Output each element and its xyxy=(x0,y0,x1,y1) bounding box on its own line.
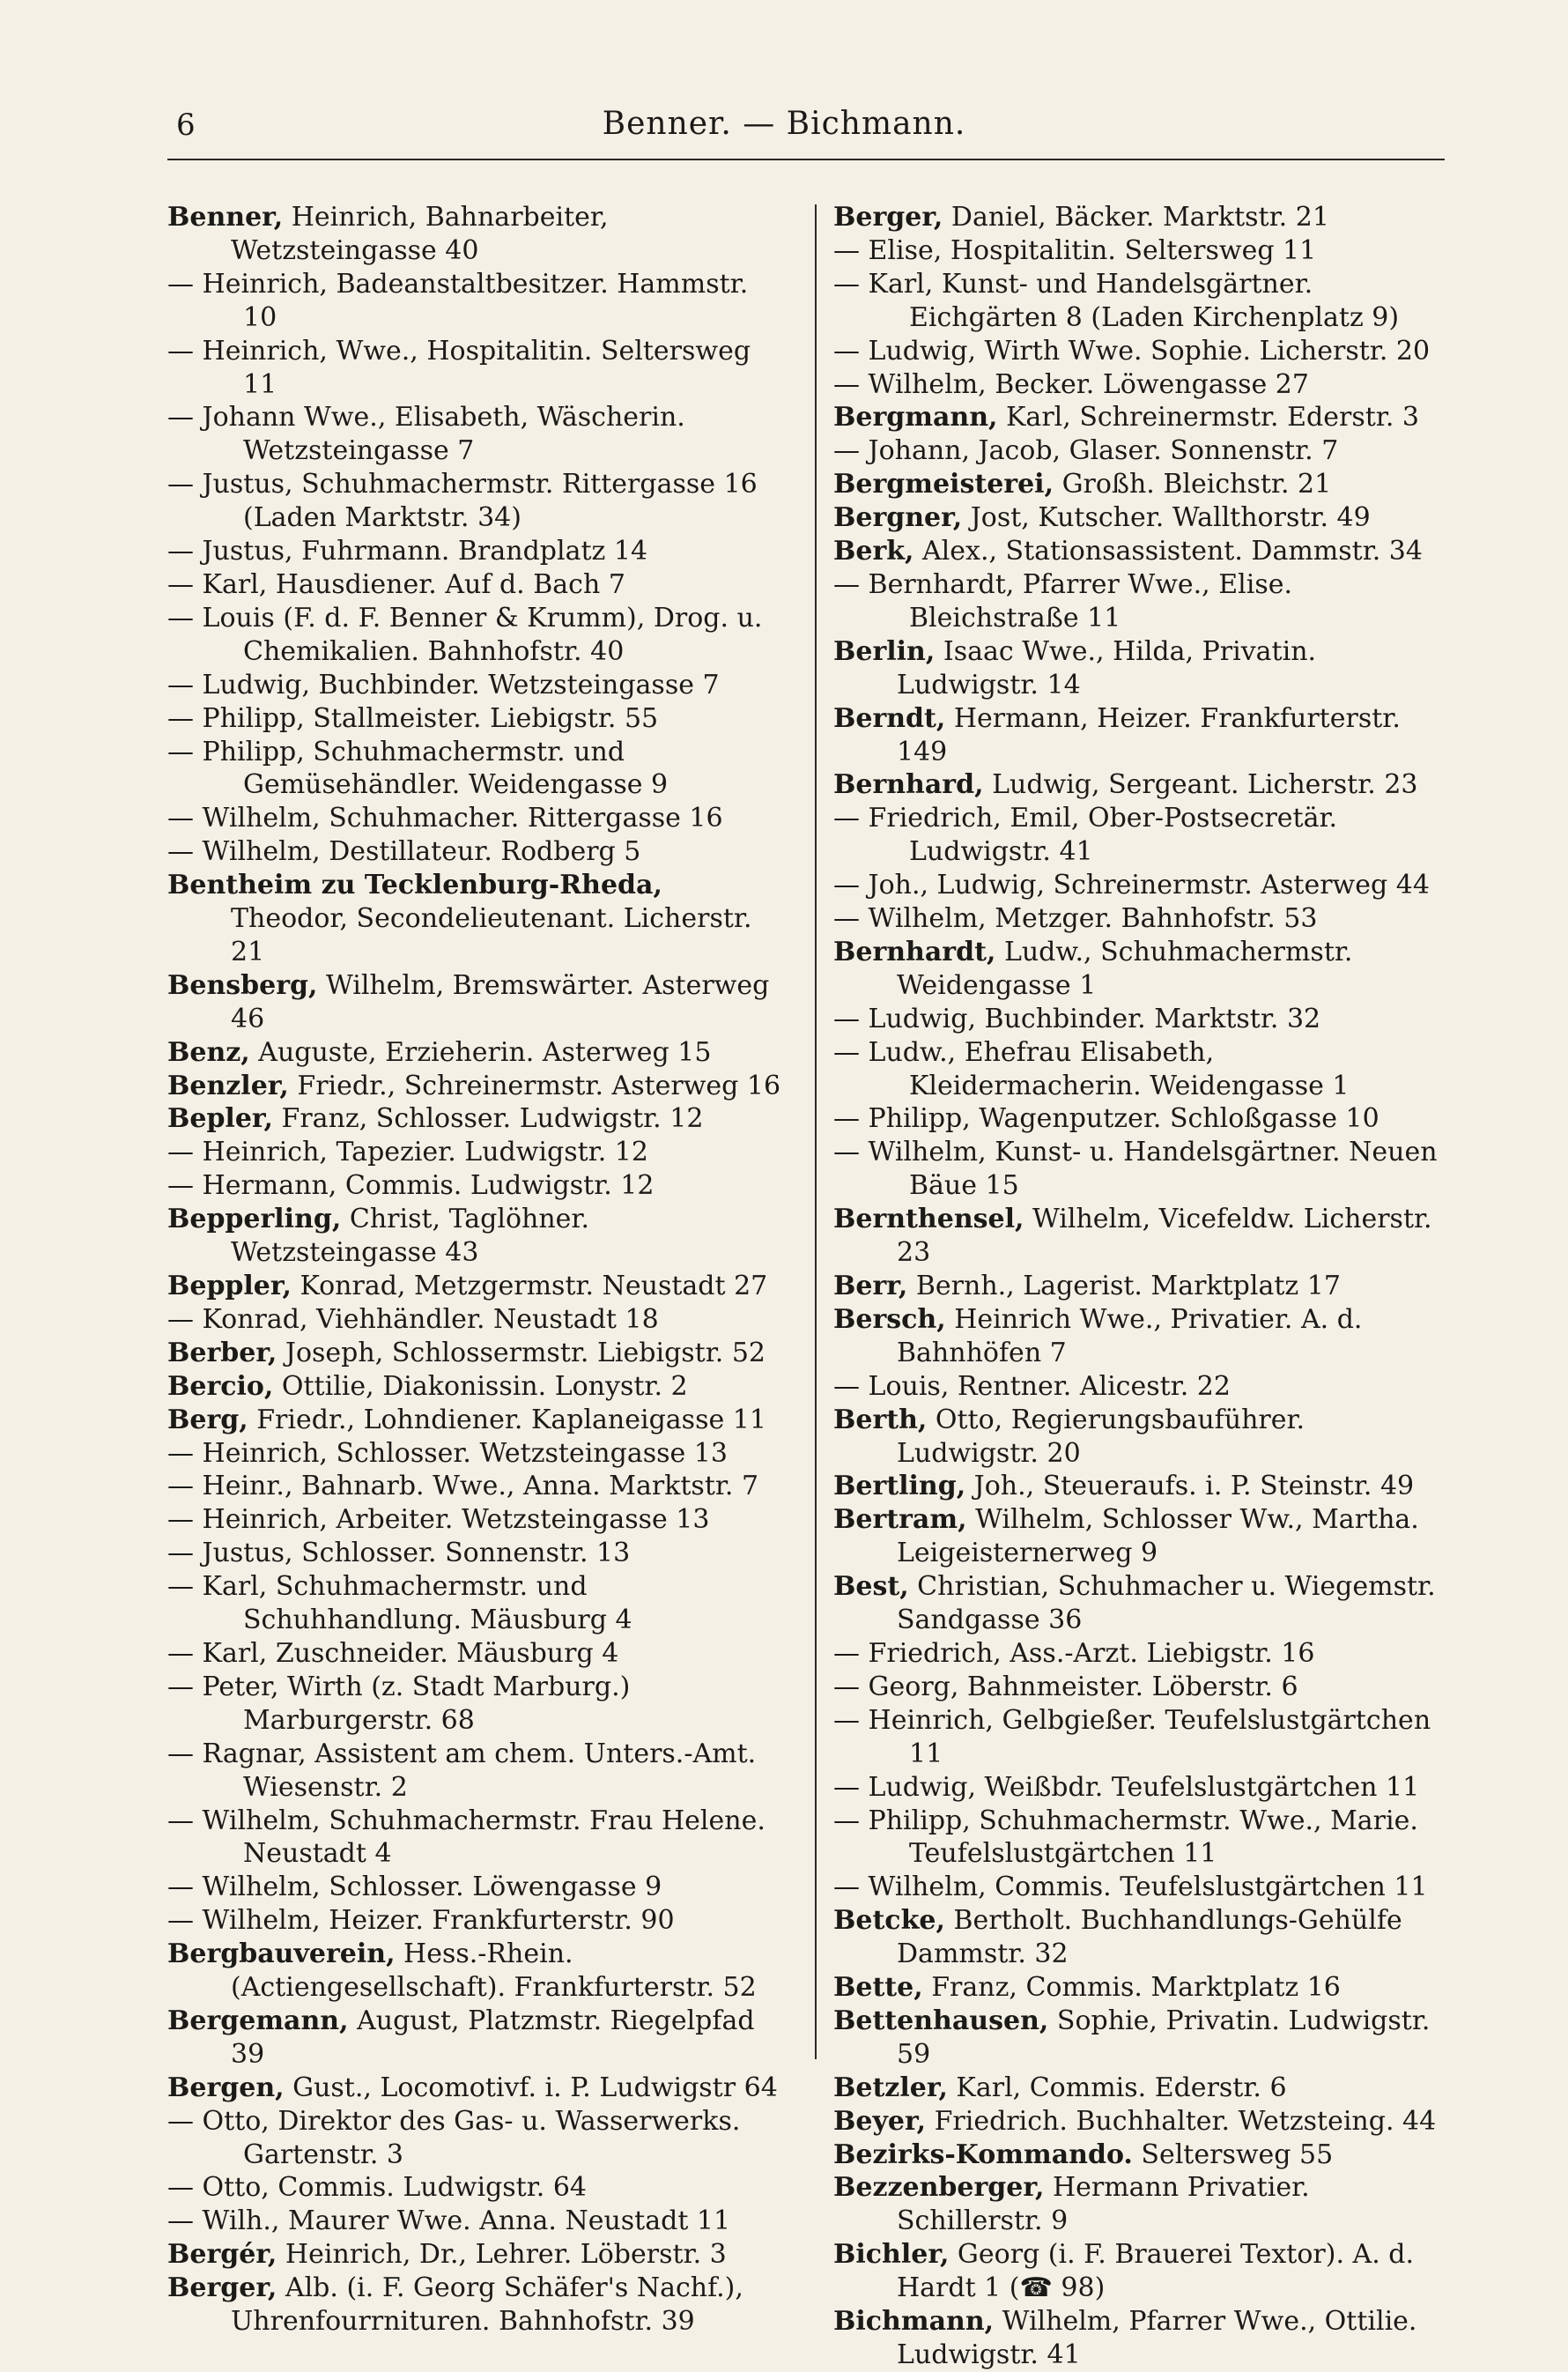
entry-surname: Bezirks-Kommando. xyxy=(833,2139,1133,2170)
directory-entry xyxy=(833,1102,1450,1136)
entry-details: — Wilhelm, Commis. Teufelslustgärtchen 11 xyxy=(833,1872,1428,1903)
directory-entry xyxy=(833,568,1450,635)
entry-details: Wilhelm, Schlosser Ww., Martha. Leigeisternerweg 9 xyxy=(897,1504,1419,1569)
directory-entry xyxy=(167,736,784,803)
entry-details: Daniel, Bäcker. Marktstr. 21 xyxy=(943,202,1329,233)
running-title: Benner. — Bichmann. xyxy=(602,106,966,142)
entry-details: — Philipp, Schuhmachermstr. und Gemüsehändler. Weidengasse 9 xyxy=(167,736,669,801)
directory-entry xyxy=(167,1270,784,1303)
directory-entry xyxy=(833,2171,1450,2238)
entry-details: Heinrich Wwe., Privatier. A. d. Bahnhöfen 7 xyxy=(897,1303,1363,1368)
directory-entry xyxy=(167,568,784,602)
directory-entry xyxy=(167,2072,784,2105)
entry-details: — Wilhelm, Heizer. Frankfurterstr. 90 xyxy=(167,1905,675,1937)
entry-details: — Karl, Hausdiener. Auf d. Bach 7 xyxy=(167,568,625,600)
entry-surname: Bercio, xyxy=(167,1370,274,1402)
entry-details: Karl, Schreinermstr. Ederstr. 3 xyxy=(997,402,1419,434)
directory-entry xyxy=(167,1404,784,1437)
directory-entry xyxy=(167,1871,784,1904)
directory-entry xyxy=(167,335,784,402)
entry-details: — Bernhardt, Pfarrer Wwe., Elise. Bleichstraße 11 xyxy=(833,568,1293,634)
entry-details: Ottilie, Diakonissin. Lonystr. 2 xyxy=(273,1370,688,1402)
entry-details: — Heinrich, Wwe., Hospitalitin. Seltersweg 11 xyxy=(167,335,751,400)
directory-entry xyxy=(833,1704,1450,1771)
entry-details: Franz, Commis. Marktplatz 16 xyxy=(922,1972,1341,2004)
column-divider xyxy=(815,204,817,2059)
entry-surname: Beppler, xyxy=(167,1271,292,1301)
entry-details: — Karl, Kunst- und Handelsgärtner. Eichgärten 8 (Laden Kirchenplatz 9) xyxy=(833,268,1400,333)
directory-entry xyxy=(833,535,1450,568)
directory-entry xyxy=(833,1470,1450,1503)
entry-surname: Bergbauverein, xyxy=(167,1938,396,1970)
directory-entry xyxy=(167,802,784,835)
entry-details: — Johann Wwe., Elisabeth, Wäscherin. Wetzsteingasse 7 xyxy=(167,402,685,467)
entry-details: — Otto, Direktor des Gas- u. Wasserwerks. Gartenstr. 3 xyxy=(167,2105,741,2170)
entry-surname: Berg, xyxy=(167,1404,248,1435)
directory-entry xyxy=(833,1904,1450,1971)
entry-details: — Friedrich, Ass.-Arzt. Liebigstr. 16 xyxy=(833,1637,1315,1669)
directory-entry xyxy=(167,2272,784,2339)
entry-details: — Justus, Fuhrmann. Brandplatz 14 xyxy=(167,536,648,567)
entry-surname: Berlin, xyxy=(833,635,936,667)
entry-details: — Hermann, Commis. Ludwigstr. 12 xyxy=(167,1170,655,1202)
entry-details: Heinrich, Dr., Lehrer. Löberstr. 3 xyxy=(277,2239,727,2271)
entry-details: Heinrich, Bahnarbeiter, Wetzsteingasse 40 xyxy=(231,202,609,266)
entry-details: Franz, Schlosser. Ludwigstr. 12 xyxy=(272,1103,704,1135)
directory-entry xyxy=(167,869,784,969)
directory-entry xyxy=(167,1503,784,1537)
entry-surname: Bergmann, xyxy=(833,402,998,434)
directory-entry xyxy=(167,1303,784,1337)
directory-entry xyxy=(833,234,1450,268)
directory-entry xyxy=(833,2139,1450,2172)
entry-surname: Bernthensel, xyxy=(833,1204,1024,1235)
directory-entry xyxy=(167,2171,784,2205)
header-rule xyxy=(167,159,1445,160)
directory-entry xyxy=(833,1136,1450,1203)
directory-entry xyxy=(833,2305,1450,2372)
entry-surname: Benner, xyxy=(167,202,284,233)
directory-entry xyxy=(833,501,1450,535)
directory-entry xyxy=(167,2205,784,2238)
entry-details: — Ludwig, Buchbinder. Marktstr. 32 xyxy=(833,1003,1321,1034)
entry-surname: Bergér, xyxy=(167,2239,277,2271)
entry-details: — Heinr., Bahnarb. Wwe., Anna. Marktstr. 7 xyxy=(167,1471,759,1502)
directory-entry xyxy=(167,1805,784,1872)
entry-details: Wilhelm, Vicefeldw. Licherstr. 23 xyxy=(897,1204,1432,1269)
entry-details: — Philipp, Wagenputzer. Schloßgasse 10 xyxy=(833,1103,1379,1135)
directory-entry xyxy=(167,468,784,535)
directory-entry xyxy=(833,401,1450,434)
entry-details: Friedrich. Buchhalter. Wetzsteing. 44 xyxy=(926,2105,1437,2137)
entry-details: Sophie, Privatin. Ludwigstr. 59 xyxy=(897,2005,1431,2070)
entry-surname: Bichler, xyxy=(833,2239,950,2271)
entry-details: — Wilhelm, Schlosser. Löwengasse 9 xyxy=(167,1872,662,1903)
directory-entry xyxy=(833,1270,1450,1303)
directory-entry xyxy=(833,702,1450,769)
entry-surname: Berth, xyxy=(833,1404,928,1435)
directory-entry xyxy=(167,1070,784,1103)
entry-surname: Bette, xyxy=(833,1972,923,2004)
entry-details: Bertholt. Buchhandlungs-Gehülfe Dammstr. 32 xyxy=(897,1905,1402,1970)
entry-details: — Heinrich, Schlosser. Wetzsteingasse 13 xyxy=(167,1437,728,1469)
entry-details: Friedr., Lohndiener. Kaplaneigasse 11 xyxy=(248,1404,766,1435)
directory-entry xyxy=(167,1671,784,1738)
directory-entry xyxy=(167,1637,784,1671)
entry-surname: Bensberg, xyxy=(167,969,318,1001)
directory-entry xyxy=(833,768,1450,802)
entry-surname: Benz, xyxy=(167,1036,250,1068)
entry-surname: Bernhard, xyxy=(833,769,984,801)
entry-details: — Ludwig, Buchbinder. Wetzsteingasse 7 xyxy=(167,669,720,700)
directory-entry xyxy=(167,1036,784,1070)
entry-details: — Louis, Rentner. Alicestr. 22 xyxy=(833,1370,1231,1402)
entry-surname: Bepperling, xyxy=(167,1204,342,1235)
directory-entry xyxy=(167,1136,784,1169)
entry-surname: Betcke, xyxy=(833,1905,945,1937)
directory-entry xyxy=(167,1437,784,1471)
entry-details: Theodor, Secondelieutenant. Licherstr. 21 xyxy=(231,903,752,967)
entry-details: Isaac Wwe., Hilda, Privatin. Ludwigstr. 14 xyxy=(897,635,1317,700)
directory-entry xyxy=(833,1671,1450,1704)
directory-entry xyxy=(833,635,1450,702)
entry-details: Ludw., Schuhmachermstr. Weidengasse 1 xyxy=(897,936,1353,1001)
directory-entry xyxy=(833,2072,1450,2105)
entry-details: Christian, Schuhmacher u. Wiegemstr. Sandgasse 36 xyxy=(897,1571,1436,1636)
entry-surname: Bergner, xyxy=(833,502,963,534)
directory-entry xyxy=(167,835,784,869)
directory-entry xyxy=(833,1570,1450,1637)
entry-details: — Ludwig, Weißbdr. Teufelslustgärtchen 11 xyxy=(833,1771,1420,1803)
entry-details: Joh., Steueraufs. i. P. Steinstr. 49 xyxy=(965,1471,1415,1502)
entry-surname: Best, xyxy=(833,1571,909,1603)
directory-entry xyxy=(167,969,784,1036)
directory-entry xyxy=(833,902,1450,936)
entry-surname: Bepler, xyxy=(167,1103,273,1135)
directory-entry xyxy=(167,1938,784,2005)
entry-details: — Georg, Bahnmeister. Löberstr. 6 xyxy=(833,1671,1298,1702)
entry-details: — Philipp, Stallmeister. Liebigstr. 55 xyxy=(167,702,659,734)
directory-entry xyxy=(833,802,1450,869)
entry-details: Wilhelm, Bremswärter. Asterweg 46 xyxy=(231,969,770,1034)
directory-entry xyxy=(833,1404,1450,1471)
directory-entry xyxy=(833,1303,1450,1370)
entry-details: Georg (i. F. Brauerei Textor). A. d. Hardt 1 (☎ 98) xyxy=(897,2239,1415,2304)
directory-entry xyxy=(167,1738,784,1805)
directory-entry xyxy=(833,1503,1450,1570)
entry-details: — Wilhelm, Metzger. Bahnhofstr. 53 xyxy=(833,903,1318,935)
entry-surname: Berber, xyxy=(167,1337,277,1368)
directory-entry xyxy=(167,401,784,468)
entry-details: Seltersweg 55 xyxy=(1132,2139,1334,2170)
entry-surname: Benzler, xyxy=(167,1070,289,1101)
entry-details: — Heinrich, Arbeiter. Wetzsteingasse 13 xyxy=(167,1504,710,1536)
entry-details: — Wilhelm, Kunst- u. Handelsgärtner. Neuen Bäue 15 xyxy=(833,1137,1438,1202)
entry-details: — Elise, Hospitalitin. Seltersweg 11 xyxy=(833,234,1317,266)
entry-details: Karl, Commis. Ederstr. 6 xyxy=(947,2072,1287,2103)
directory-entry xyxy=(833,1003,1450,1036)
entry-surname: Bergemann, xyxy=(167,2005,349,2036)
entry-details: — Wilhelm, Destillateur. Rodberg 5 xyxy=(167,836,641,868)
entry-details: Alb. (i. F. Georg Schäfer's Nachf.), Uhrenfourrnituren. Bahnhofstr. 39 xyxy=(231,2272,743,2338)
directory-entry xyxy=(833,368,1450,402)
directory-entry xyxy=(833,2005,1450,2072)
entry-details: — Karl, Zuschneider. Mäusburg 4 xyxy=(167,1637,619,1669)
entry-surname: Bersch, xyxy=(833,1303,946,1335)
entry-details: Hess.-Rhein. (Actiengesellschaft). Frankfurterstr. 52 xyxy=(231,1938,757,2004)
entry-details: — Ludw., Ehefrau Elisabeth, Kleidermacherin. Weidengasse 1 xyxy=(833,1036,1350,1101)
entry-details: — Wilhelm, Becker. Löwengasse 27 xyxy=(833,368,1309,400)
directory-entry xyxy=(167,1570,784,1637)
entry-surname: Betzler, xyxy=(833,2072,948,2103)
entry-details: — Louis (F. d. F. Benner & Krumm), Drog. u. Chemikalien. Bahnhofstr. 40 xyxy=(167,602,763,667)
directory-entry xyxy=(833,1370,1450,1404)
entry-surname: Bezzenberger, xyxy=(833,2172,1045,2204)
entry-details: Friedr., Schreinermstr. Asterweg 16 xyxy=(288,1070,781,1101)
entry-details: — Heinrich, Gelbgießer. Teufelslustgärtchen 11 xyxy=(833,1704,1431,1769)
entry-details: Gust., Locomotivf. i. P. Ludwigstr 64 xyxy=(284,2072,778,2103)
directory-entry xyxy=(833,1637,1450,1671)
directory-entry xyxy=(167,1904,784,1938)
left-column xyxy=(167,201,784,2339)
entry-surname: Bertram, xyxy=(833,1504,967,1536)
entry-details: — Ludwig, Wirth Wwe. Sophie. Licherstr. 20 xyxy=(833,335,1431,367)
directory-entry xyxy=(833,335,1450,368)
page-number: 6 xyxy=(176,107,196,143)
entry-surname: Berk, xyxy=(833,536,914,567)
directory-entry xyxy=(167,2005,784,2072)
entry-surname: Bergen, xyxy=(167,2072,285,2103)
entry-details: Wilhelm, Pfarrer Wwe., Ottilie. Ludwigstr. 41 xyxy=(897,2306,1417,2370)
directory-entry xyxy=(833,1871,1450,1904)
entry-surname: Bergmeisterei, xyxy=(833,469,1054,500)
directory-entry xyxy=(167,1470,784,1503)
entry-details: Bernh., Lagerist. Marktplatz 17 xyxy=(907,1271,1341,1301)
directory-entry xyxy=(167,669,784,702)
entry-details: — Otto, Commis. Ludwigstr. 64 xyxy=(167,2172,588,2204)
entry-details: Auguste, Erzieherin. Asterweg 15 xyxy=(249,1036,712,1068)
entry-details: Joseph, Schlossermstr. Liebigstr. 52 xyxy=(277,1337,766,1368)
entry-details: — Wilhelm, Schuhmachermstr. Frau Helene. Neustadt 4 xyxy=(167,1805,766,1870)
directory-entry xyxy=(167,2238,784,2272)
entry-details: — Justus, Schuhmachermstr. Rittergasse 16 (Laden Marktstr. 34) xyxy=(167,469,758,534)
directory-entry xyxy=(167,201,784,268)
directory-entry xyxy=(833,2105,1450,2139)
entry-surname: Berndt, xyxy=(833,702,946,734)
entry-details: Konrad, Metzgermstr. Neustadt 27 xyxy=(291,1271,768,1301)
entry-details: — Peter, Wirth (z. Stadt Marburg.) Marburgerstr. 68 xyxy=(167,1671,631,1736)
entry-surname: Bichmann, xyxy=(833,2306,995,2338)
entry-details: — Wilhelm, Schuhmacher. Rittergasse 16 xyxy=(167,803,723,834)
entry-details: — Philipp, Schuhmachermstr. Wwe., Marie. Teufelslustgärtchen 11 xyxy=(833,1805,1418,1870)
entry-surname: Berr, xyxy=(833,1271,908,1301)
directory-entry xyxy=(833,2238,1450,2305)
entry-details: August, Platzmstr. Riegelpfad 39 xyxy=(231,2005,755,2070)
entry-surname: Beyer, xyxy=(833,2105,927,2137)
entry-details: Hermann, Heizer. Frankfurterstr. 149 xyxy=(897,702,1401,767)
entry-details: — Heinrich, Badeanstaltbesitzer. Hammstr. 10 xyxy=(167,268,749,333)
directory-entry xyxy=(167,1102,784,1136)
entry-details: — Karl, Schuhmachermstr. und Schuhhandlung. Mäusburg 4 xyxy=(167,1571,632,1636)
directory-entry xyxy=(833,201,1450,234)
directory-entry xyxy=(833,1203,1450,1270)
entry-details: Ludwig, Sergeant. Licherstr. 23 xyxy=(983,769,1418,801)
directory-entry xyxy=(167,1370,784,1404)
directory-entry xyxy=(167,1203,784,1270)
entry-details: — Konrad, Viehhändler. Neustadt 18 xyxy=(167,1303,659,1335)
entry-surname: Bertling, xyxy=(833,1471,966,1502)
entry-details: — Heinrich, Tapezier. Ludwigstr. 12 xyxy=(167,1137,648,1168)
directory-entry xyxy=(167,1169,784,1203)
directory-entry xyxy=(833,1805,1450,1872)
directory-entry xyxy=(167,268,784,335)
entry-details: — Ragnar, Assistent am chem. Unters.-Amt. Wiesenstr. 2 xyxy=(167,1738,757,1803)
directory-entry xyxy=(167,2105,784,2172)
directory-entry xyxy=(167,602,784,669)
entry-details: — Johann, Jacob, Glaser. Sonnenstr. 7 xyxy=(833,435,1339,467)
entry-surname: Bentheim zu Tecklenburg-Rheda, xyxy=(167,870,662,901)
entry-surname: Bettenhausen, xyxy=(833,2005,1049,2036)
entry-details: — Joh., Ludwig, Schreinermstr. Asterweg 44 xyxy=(833,870,1430,901)
entry-details: Alex., Stationsassistent. Dammstr. 34 xyxy=(913,536,1423,567)
entry-surname: Berger, xyxy=(167,2272,277,2304)
entry-surname: Bernhardt, xyxy=(833,936,996,967)
entry-details: Hermann Privatier. Schillerstr. 9 xyxy=(897,2172,1310,2237)
entry-details: — Friedrich, Emil, Ober-Postsecretär. Ludwigstr. 41 xyxy=(833,803,1338,868)
directory-entry xyxy=(833,268,1450,335)
directory-entry xyxy=(833,1771,1450,1805)
directory-entry xyxy=(833,1036,1450,1103)
entry-details: Großh. Bleichstr. 21 xyxy=(1054,469,1332,500)
directory-entry xyxy=(833,468,1450,501)
directory-entry xyxy=(833,936,1450,1003)
entry-details: Christ, Taglöhner. Wetzsteingasse 43 xyxy=(231,1204,590,1269)
entry-details: — Wilh., Maurer Wwe. Anna. Neustadt 11 xyxy=(167,2205,731,2237)
directory-entry xyxy=(167,1337,784,1370)
entry-surname: Berger, xyxy=(833,202,943,233)
directory-entry xyxy=(167,702,784,736)
directory-entry xyxy=(167,535,784,568)
right-column xyxy=(833,201,1450,2372)
directory-entry xyxy=(833,869,1450,902)
entry-details: Jost, Kutscher. Wallthorstr. 49 xyxy=(962,502,1371,534)
directory-entry xyxy=(833,434,1450,468)
directory-entry xyxy=(833,1971,1450,2005)
entry-details: — Justus, Schlosser. Sonnenstr. 13 xyxy=(167,1538,631,1569)
directory-entry xyxy=(167,1537,784,1570)
entry-details: Otto, Regierungsbauführer. Ludwigstr. 20 xyxy=(897,1404,1305,1469)
